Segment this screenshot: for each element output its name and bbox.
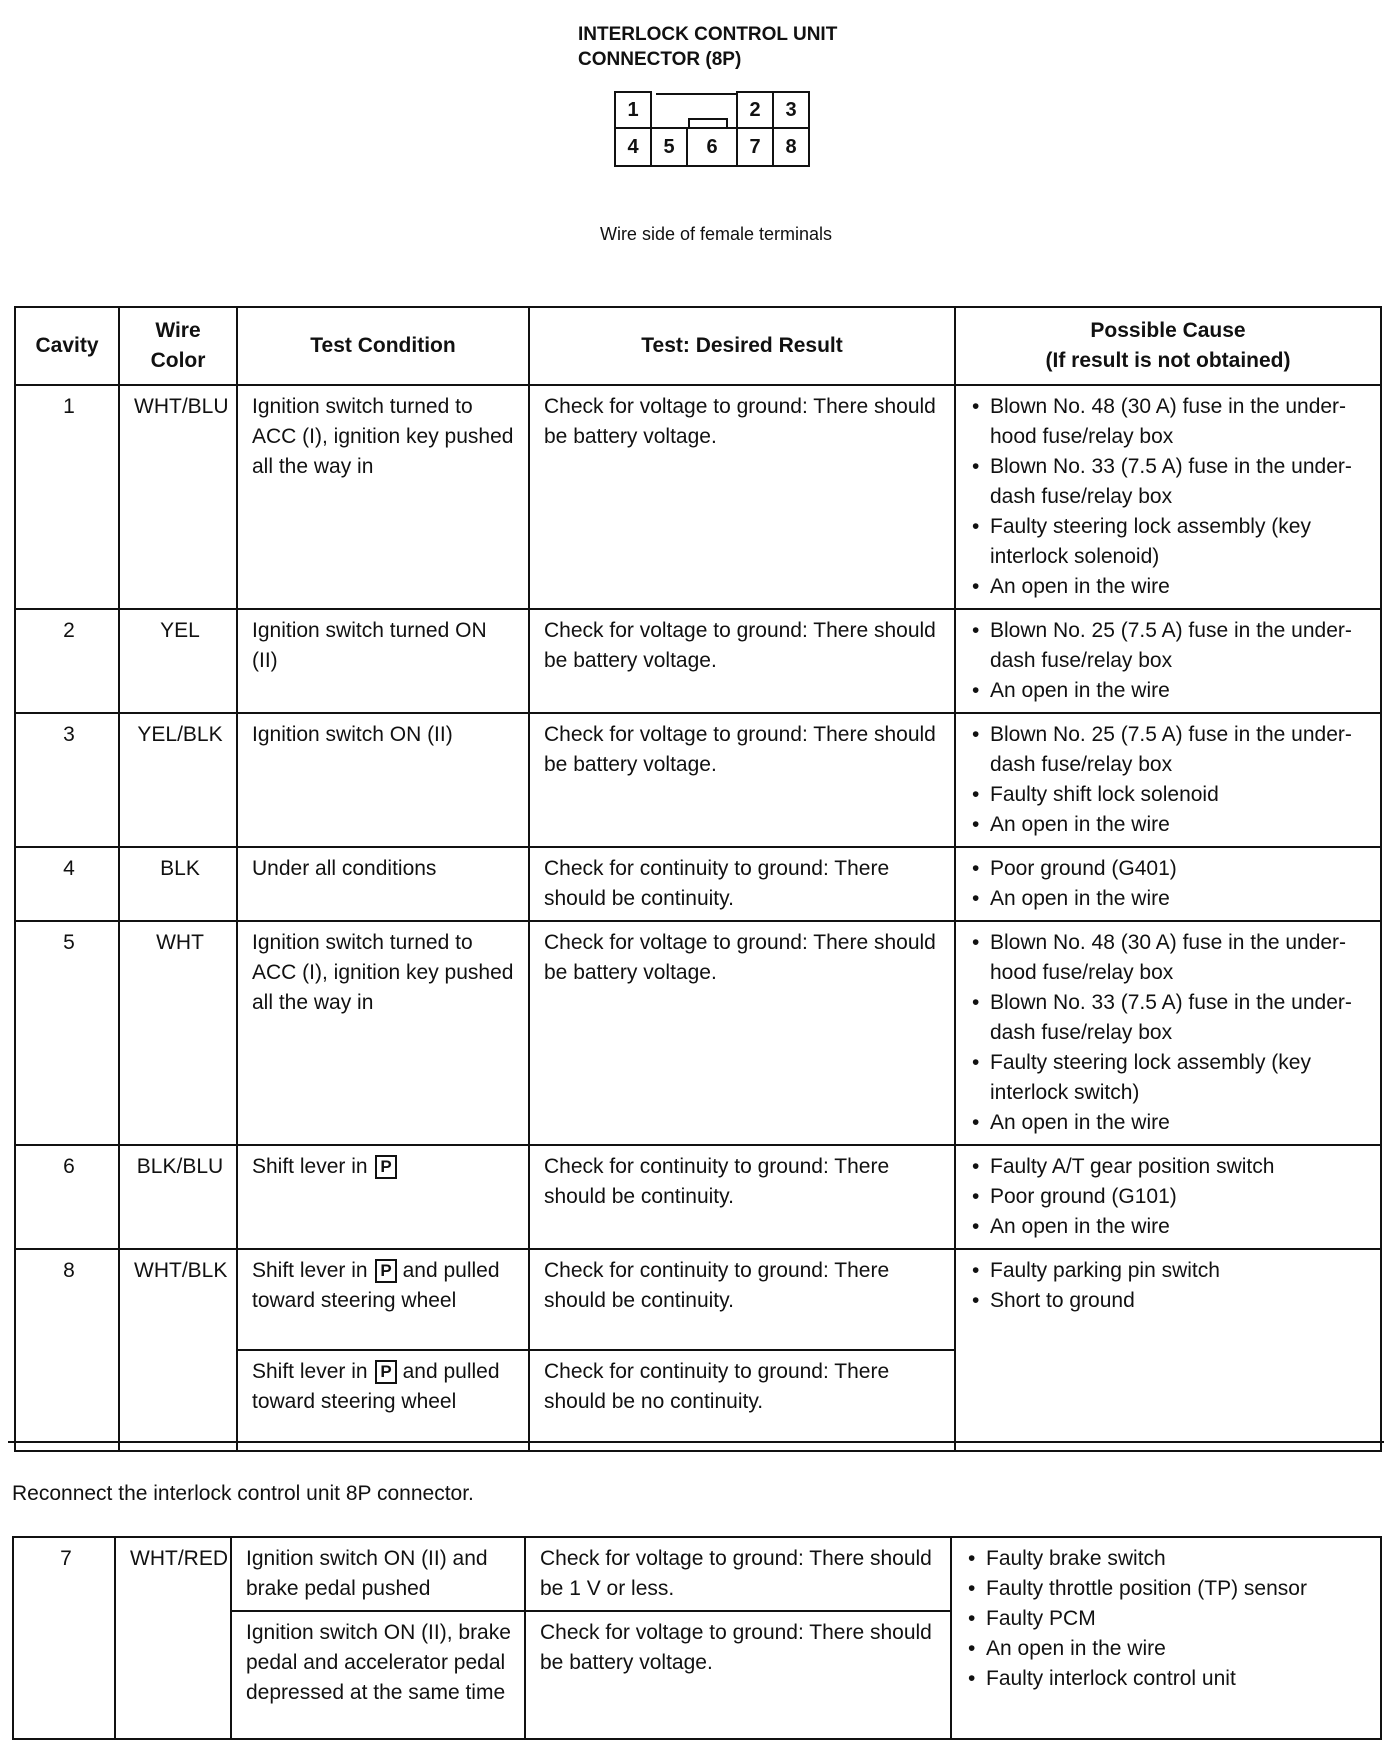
wire-color-cell: YEL xyxy=(119,609,237,713)
cause-item: • Faulty interlock control unit xyxy=(966,1664,1370,1694)
connector-title-line1: INTERLOCK CONTROL UNIT xyxy=(578,24,838,45)
cavity-7-table xyxy=(12,1536,1382,1740)
condition-cell xyxy=(237,1350,529,1451)
condition-text: Shift lever in xyxy=(252,1360,368,1383)
pin-2: 2 xyxy=(736,91,774,129)
divider xyxy=(8,1441,1384,1443)
header-possible-cause xyxy=(955,307,1381,385)
wire-color-cell: WHT/BLK xyxy=(119,1249,237,1451)
result-cell: Check for continuity to ground: There should be continuity. xyxy=(529,1249,955,1350)
cause-cell xyxy=(955,847,1381,921)
pin-4: 4 xyxy=(614,127,652,167)
cause-cell xyxy=(955,921,1381,1145)
cause-item: • Faulty steering lock assembly (key interlock switch) xyxy=(970,1048,1370,1108)
wire-color-cell: BLK xyxy=(119,847,237,921)
cause-item: • An open in the wire xyxy=(970,810,1370,840)
cavity-cell: 5 xyxy=(15,921,119,1145)
condition-cell: Ignition switch turned ON (II) xyxy=(237,609,529,713)
condition-cell: Ignition switch turned to ACC (I), ignition key pushed all the way in xyxy=(237,385,529,609)
table-row xyxy=(15,1145,1381,1249)
cause-cell xyxy=(955,1145,1381,1249)
wire-color-cell: WHT/RED xyxy=(115,1537,231,1739)
connector-caption: Wire side of female terminals xyxy=(599,224,833,244)
cause-item: • Short to ground xyxy=(970,1286,1370,1316)
terminal-test-table xyxy=(14,306,1382,1452)
result-cell: Check for voltage to ground: There should be battery voltage. xyxy=(529,713,955,847)
condition-cell: Ignition switch ON (II), brake pedal and accelerator pedal depressed at the same time xyxy=(231,1611,525,1739)
condition-text: and pulled toward steering wheel xyxy=(252,1360,500,1413)
cause-item: • Blown No. 33 (7.5 A) fuse in the under-dash fuse/relay box xyxy=(970,452,1370,512)
header-possible-cause-line2: (If result is not obtained) xyxy=(1045,349,1291,372)
condition-cell: Under all conditions xyxy=(237,847,529,921)
cause-item: • Faulty PCM xyxy=(966,1604,1370,1634)
cause-item: • Blown No. 48 (30 A) fuse in the under-hood fuse/relay box xyxy=(970,928,1370,988)
result-cell: Check for voltage to ground: There should be 1 V or less. xyxy=(525,1537,951,1611)
condition-cell: Ignition switch ON (II) and brake pedal pushed xyxy=(231,1537,525,1611)
cause-item: • An open in the wire xyxy=(970,1212,1370,1242)
header-cavity: Cavity xyxy=(15,307,119,385)
condition-cell xyxy=(237,1249,529,1350)
pin-3: 3 xyxy=(772,91,810,129)
cavity-cell: 3 xyxy=(15,713,119,847)
condition-cell: Ignition switch turned to ACC (I), ignition key pushed all the way in xyxy=(237,921,529,1145)
pin-6: 6 xyxy=(686,127,738,167)
table-row xyxy=(15,609,1381,713)
table-row xyxy=(15,1249,1381,1350)
cause-item: • An open in the wire xyxy=(966,1634,1370,1664)
park-position-symbol: P xyxy=(375,1155,396,1179)
pin-5: 5 xyxy=(650,127,688,167)
cause-cell xyxy=(951,1537,1381,1739)
result-cell: Check for continuity to ground: There should be continuity. xyxy=(529,847,955,921)
cause-cell xyxy=(955,1249,1381,1451)
cavity-cell: 2 xyxy=(15,609,119,713)
park-position-symbol: P xyxy=(375,1360,396,1384)
pin-7: 7 xyxy=(736,127,774,167)
cause-item: • Blown No. 33 (7.5 A) fuse in the under-dash fuse/relay box xyxy=(970,988,1370,1048)
header-test-condition: Test Condition xyxy=(237,307,529,385)
result-cell: Check for voltage to ground: There should be battery voltage. xyxy=(529,921,955,1145)
wire-color-cell: YEL/BLK xyxy=(119,713,237,847)
table-row xyxy=(15,713,1381,847)
cause-item: • An open in the wire xyxy=(970,1108,1370,1138)
pin-8: 8 xyxy=(772,127,810,167)
table-row xyxy=(15,385,1381,609)
condition-cell xyxy=(237,1145,529,1249)
cause-item: • An open in the wire xyxy=(970,884,1370,914)
cavity-cell: 8 xyxy=(15,1249,119,1451)
header-wire-color-line1: Wire xyxy=(155,319,201,342)
cause-item: • Poor ground (G401) xyxy=(970,854,1370,884)
header-desired-result: Test: Desired Result xyxy=(529,307,955,385)
wire-color-cell: WHT/BLU xyxy=(119,385,237,609)
cause-item: • Faulty throttle position (TP) sensor xyxy=(966,1574,1370,1604)
result-cell: Check for continuity to ground: There should be continuity. xyxy=(529,1145,955,1249)
table-header-row xyxy=(15,307,1381,385)
wire-color-cell: WHT xyxy=(119,921,237,1145)
header-wire-color-line2: Color xyxy=(150,349,206,372)
result-cell: Check for continuity to ground: There should be no continuity. xyxy=(529,1350,955,1451)
cause-item: • Blown No. 48 (30 A) fuse in the under-hood fuse/relay box xyxy=(970,392,1370,452)
reconnect-note: Reconnect the interlock control unit 8P connector. xyxy=(12,1482,474,1505)
cause-item: • Faulty parking pin switch xyxy=(970,1256,1370,1286)
cause-item: • Blown No. 25 (7.5 A) fuse in the under-dash fuse/relay box xyxy=(970,616,1370,676)
condition-text: and pulled toward steering wheel xyxy=(252,1259,500,1312)
cause-cell xyxy=(955,713,1381,847)
result-cell: Check for voltage to ground: There should be battery voltage. xyxy=(529,609,955,713)
connector-title xyxy=(578,22,837,72)
cause-item: • An open in the wire xyxy=(970,676,1370,706)
cause-item: • Faulty steering lock assembly (key interlock solenoid) xyxy=(970,512,1370,572)
cavity-cell: 1 xyxy=(15,385,119,609)
pin-1: 1 xyxy=(614,91,652,129)
result-cell: Check for voltage to ground: There should be battery voltage. xyxy=(525,1611,951,1739)
cause-item: • Faulty brake switch xyxy=(966,1544,1370,1574)
cavity-cell: 6 xyxy=(15,1145,119,1249)
table-row xyxy=(15,847,1381,921)
cavity-cell: 4 xyxy=(15,847,119,921)
condition-cell: Ignition switch ON (II) xyxy=(237,713,529,847)
condition-text: Shift lever in xyxy=(252,1259,368,1282)
cavity-cell: 7 xyxy=(13,1537,115,1739)
cause-item: • Faulty shift lock solenoid xyxy=(970,780,1370,810)
park-position-symbol: P xyxy=(375,1259,396,1283)
cause-cell xyxy=(955,609,1381,713)
cause-cell xyxy=(955,385,1381,609)
condition-text: Shift lever in xyxy=(252,1155,368,1178)
cause-item: • Faulty A/T gear position switch xyxy=(970,1152,1370,1182)
cause-item: • Poor ground (G101) xyxy=(970,1182,1370,1212)
header-possible-cause-line1: Possible Cause xyxy=(1090,319,1246,342)
connector-diagram xyxy=(614,91,819,173)
table-row xyxy=(15,921,1381,1145)
connector-title-line2: CONNECTOR (8P) xyxy=(578,49,742,70)
header-wire-color xyxy=(119,307,237,385)
cause-item: • Blown No. 25 (7.5 A) fuse in the under-dash fuse/relay box xyxy=(970,720,1370,780)
result-cell: Check for voltage to ground: There should be battery voltage. xyxy=(529,385,955,609)
wire-color-cell: BLK/BLU xyxy=(119,1145,237,1249)
table-row xyxy=(13,1537,1381,1611)
cause-item: • An open in the wire xyxy=(970,572,1370,602)
